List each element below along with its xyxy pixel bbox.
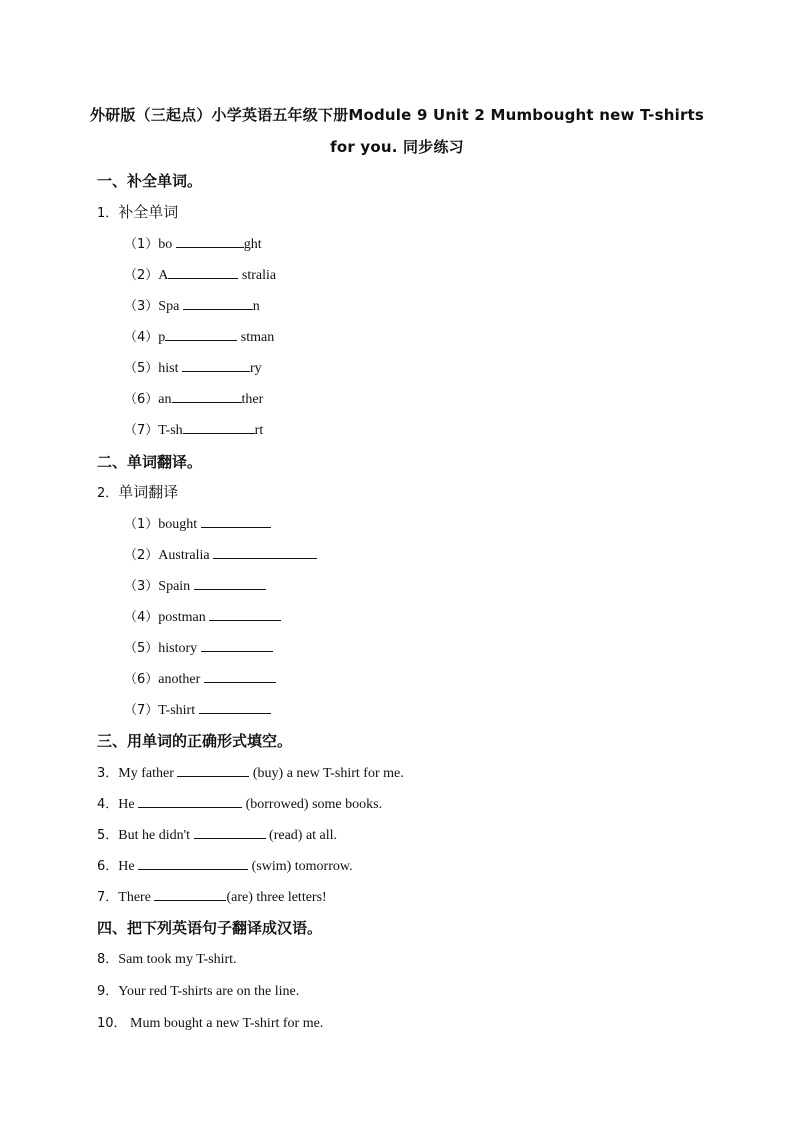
sentence-start: My father [118, 766, 178, 781]
question-number: 6． [97, 859, 119, 874]
answer-blank[interactable] [138, 857, 248, 870]
question-7 [97, 886, 327, 906]
list-item [124, 357, 262, 377]
answer-blank[interactable] [176, 235, 244, 248]
question-label: 单词翻译 [118, 483, 179, 501]
item-number: （5） [124, 361, 159, 376]
item-suffix: ther [241, 392, 264, 407]
item-prefix: an [158, 392, 172, 407]
question-9 [97, 980, 299, 1000]
item-suffix: stman [237, 330, 275, 345]
answer-blank[interactable] [209, 608, 281, 621]
question-number: 7． [97, 890, 119, 905]
section-heading-4: 四、把下列英语句子翻译成汉语。 [97, 919, 323, 937]
list-item [124, 544, 317, 564]
question-5 [97, 824, 337, 844]
list-item [124, 637, 273, 657]
item-suffix: n [252, 299, 260, 314]
item-suffix: ry [250, 361, 262, 376]
answer-blank[interactable] [194, 826, 266, 839]
list-item [124, 388, 263, 408]
list-item [124, 575, 266, 595]
list-item [124, 264, 276, 284]
item-number: （1） [124, 237, 159, 252]
sentence-text: Sam took my T-shirt. [118, 952, 237, 967]
question-number: 4． [97, 797, 119, 812]
item-number: （2） [124, 268, 159, 283]
sentence-end: (are) three letters! [226, 890, 327, 905]
item-prefix: T-sh [158, 423, 183, 438]
question-number: 5． [97, 828, 119, 843]
question-2-title [97, 481, 178, 502]
answer-blank[interactable] [194, 577, 266, 590]
sentence-start: But he didn't [118, 828, 194, 843]
list-item [124, 606, 281, 626]
question-8 [97, 948, 237, 968]
sentence-start: There [118, 890, 155, 905]
question-6 [97, 855, 353, 875]
question-number: 9． [97, 984, 119, 999]
answer-blank[interactable] [201, 515, 271, 528]
sentence-end: (read) at all. [265, 828, 338, 843]
answer-blank[interactable] [213, 546, 317, 559]
item-suffix: stralia [238, 268, 277, 283]
section-heading-1: 一、补全单词。 [97, 172, 203, 190]
question-4 [97, 793, 382, 813]
item-word: history [158, 641, 201, 656]
question-number: 8． [97, 952, 119, 967]
item-number: （4） [124, 610, 159, 625]
page-title-line-1: 外研版（三起点）小学英语五年级下册Module 9 Unit 2 Mumbought new T-shirts [89, 106, 705, 124]
item-word: Spain [158, 579, 194, 594]
item-number: （5） [124, 641, 159, 656]
item-number: （6） [124, 672, 159, 687]
list-item [124, 233, 262, 253]
answer-blank[interactable] [168, 266, 238, 279]
item-suffix: rt [254, 423, 264, 438]
item-number: （7） [124, 423, 159, 438]
answer-blank[interactable] [204, 670, 276, 683]
item-number: （3） [124, 579, 159, 594]
answer-blank[interactable] [172, 390, 242, 403]
question-number: 3． [97, 766, 119, 781]
item-word: another [158, 672, 204, 687]
item-number: （6） [124, 392, 159, 407]
list-item [124, 419, 263, 439]
question-number: 10． [97, 1016, 127, 1031]
item-word: postman [158, 610, 210, 625]
list-item [124, 668, 276, 688]
list-item [124, 699, 271, 719]
item-number: （1） [124, 517, 159, 532]
section-heading-2: 二、单词翻译。 [97, 453, 203, 471]
question-1-title [97, 201, 178, 222]
answer-blank[interactable] [138, 795, 242, 808]
list-item [124, 295, 260, 315]
item-prefix: Spa [158, 299, 183, 314]
answer-blank[interactable] [199, 701, 271, 714]
question-label: 补全单词 [118, 203, 179, 221]
question-3 [97, 762, 404, 782]
list-item [124, 513, 271, 533]
item-number: （2） [124, 548, 159, 563]
item-word: bought [158, 517, 201, 532]
answer-blank[interactable] [182, 359, 250, 372]
item-prefix: bo [158, 237, 176, 252]
answer-blank[interactable] [177, 764, 249, 777]
sentence-end: (borrowed) some books. [242, 797, 383, 812]
item-number: （4） [124, 330, 159, 345]
item-prefix: A [158, 268, 169, 283]
section-heading-3: 三、用单词的正确形式填空。 [97, 732, 293, 750]
list-item [124, 326, 274, 346]
item-number: （7） [124, 703, 159, 718]
item-number: （3） [124, 299, 159, 314]
sentence-text: Your red T-shirts are on the line. [118, 984, 300, 999]
answer-blank[interactable] [154, 888, 226, 901]
sentence-end: (buy) a new T-shirt for me. [249, 766, 404, 781]
sentence-end: (swim) tomorrow. [248, 859, 353, 874]
answer-blank[interactable] [183, 297, 253, 310]
answer-blank[interactable] [201, 639, 273, 652]
question-10 [97, 1012, 323, 1032]
question-number: 2． [97, 486, 119, 501]
answer-blank[interactable] [165, 328, 237, 341]
answer-blank[interactable] [183, 421, 255, 434]
item-word: T-shirt [158, 703, 199, 718]
page-title-line-2: for you. 同步练习 [330, 138, 464, 156]
sentence-text: Mum bought a new T-shirt for me. [126, 1016, 324, 1031]
sentence-start: He [118, 859, 139, 874]
item-prefix: hist [158, 361, 183, 376]
item-prefix: p [158, 330, 166, 345]
sentence-start: He [118, 797, 139, 812]
item-word: Australia [158, 548, 214, 563]
question-number: 1． [97, 206, 119, 221]
item-suffix: ght [243, 237, 262, 252]
